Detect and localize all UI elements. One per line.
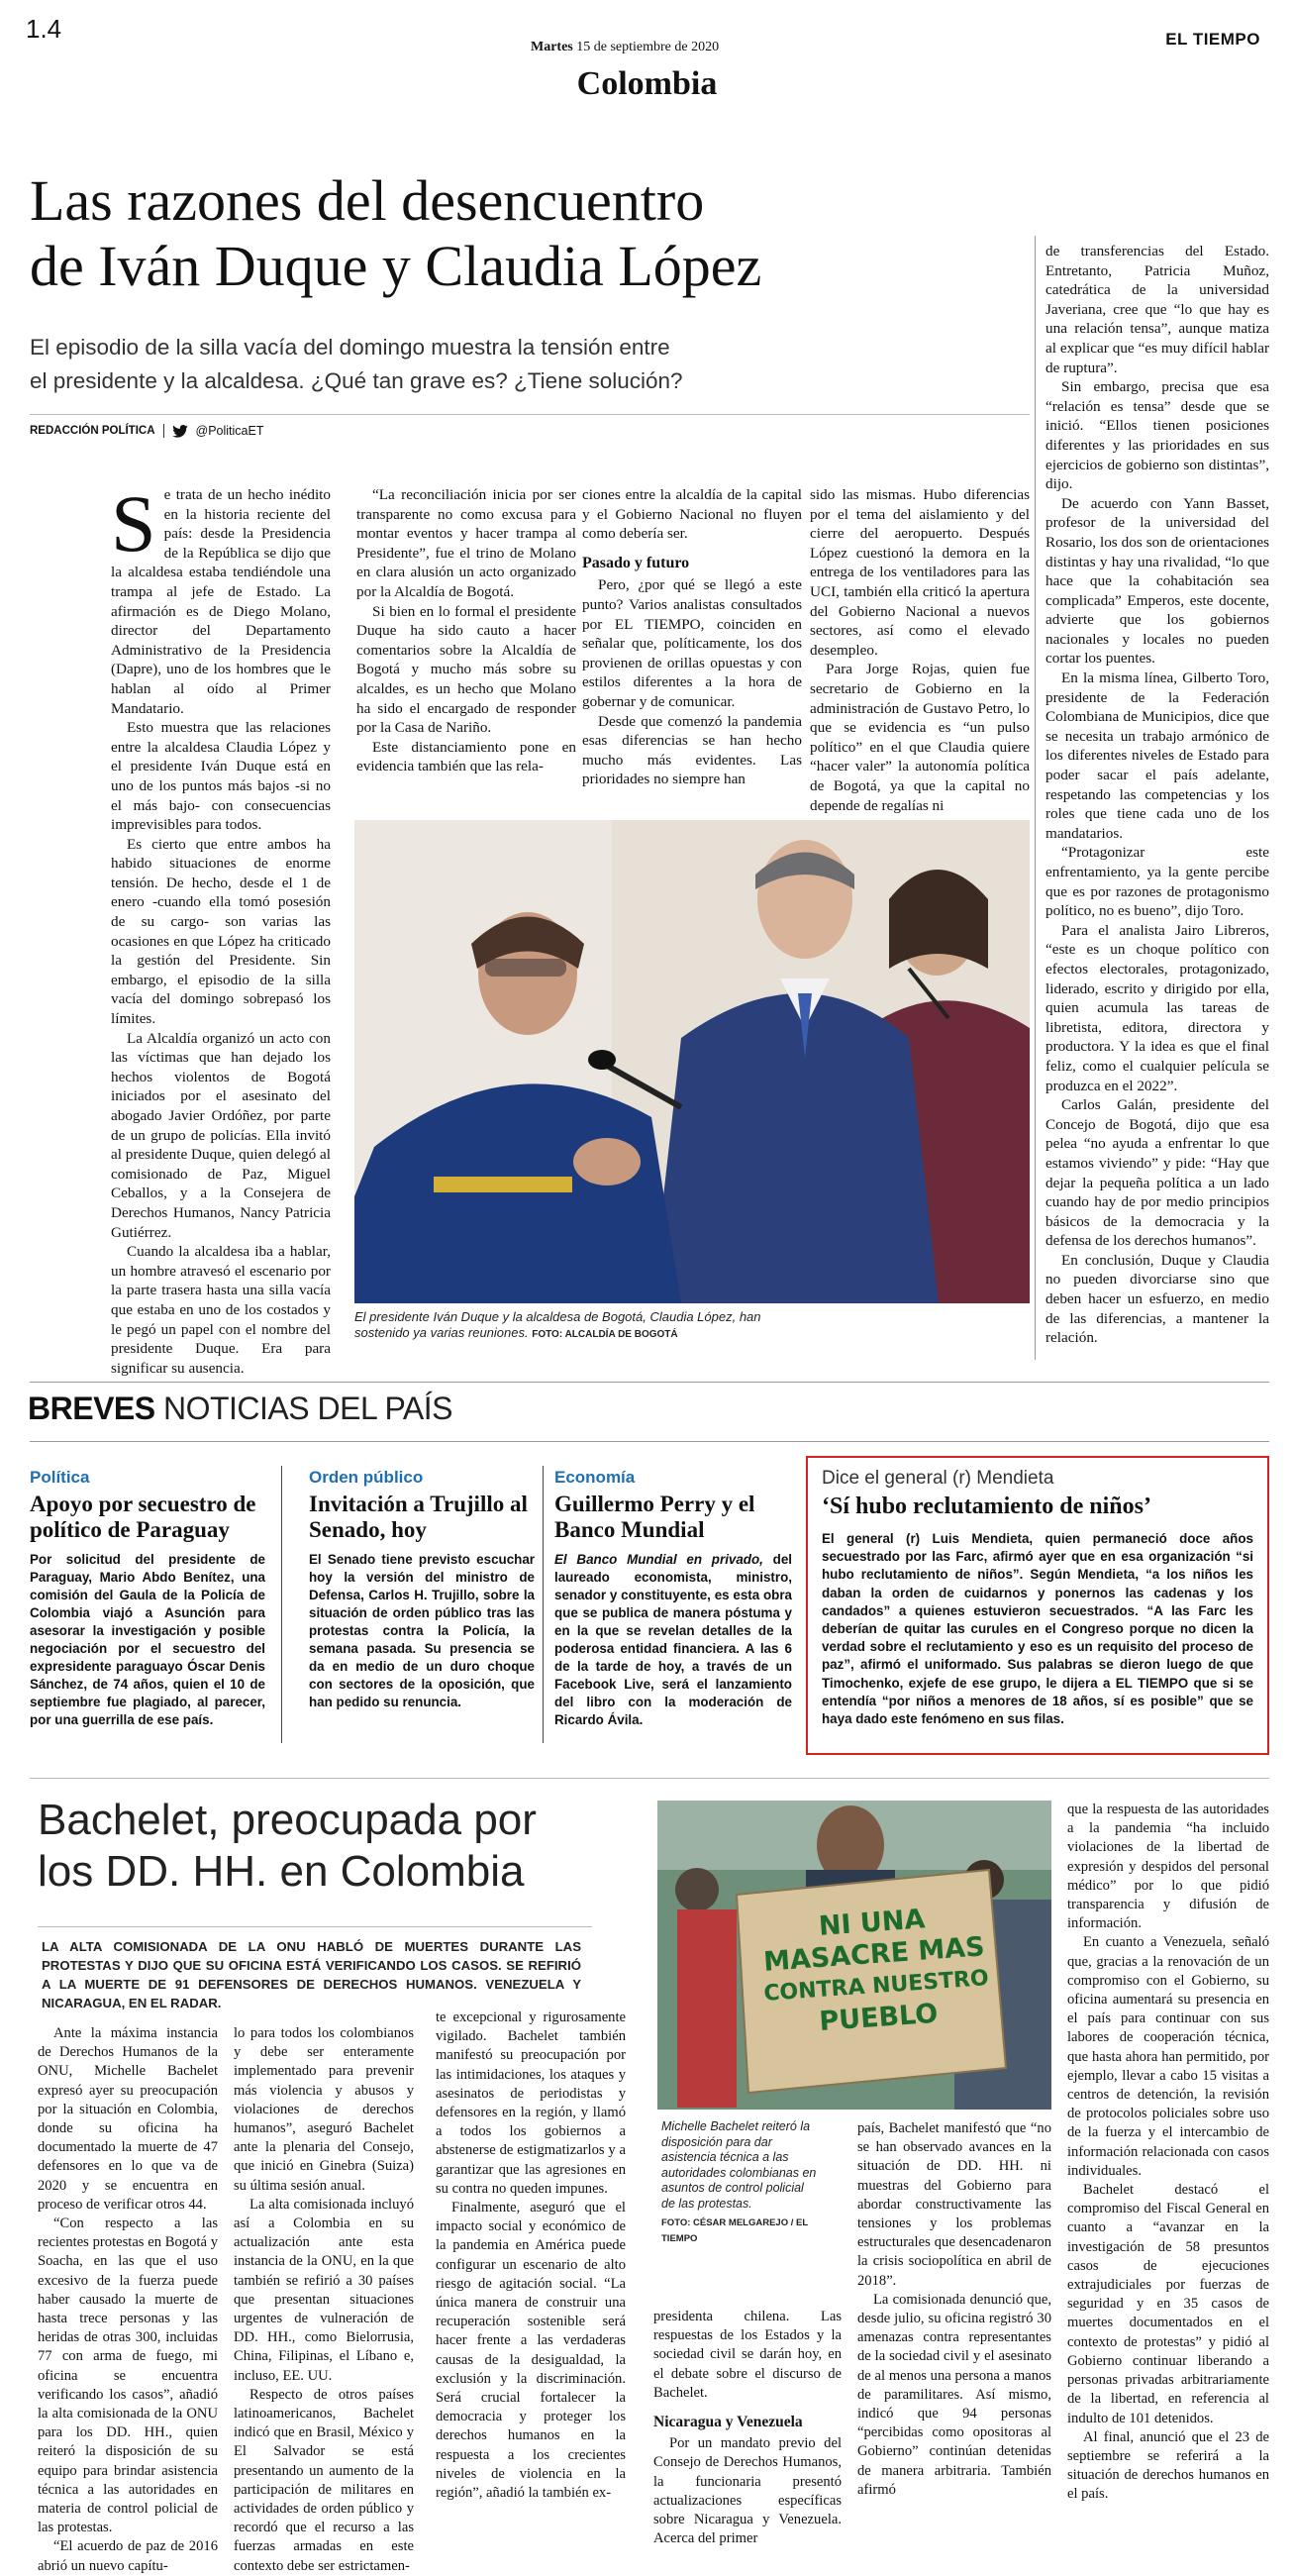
article-paragraph: La Alcaldía organizó un acto con las víctimas que han dejado los hechos violentos de Bogotá iniciados por el asesinato del abogado Javier Ordóñez, por parte de un grupo de policías. Ella invitó al presidente Duque, quien delegó al comisionado de Paz, Miguel Ceballos, y a la Consejera de Derechos Humanos, Nancy Patricia Gutiérrez. bbox=[111, 1029, 331, 1241]
article-col-4 bbox=[810, 485, 1030, 814]
breves-title-light: NOTICIAS DEL PAÍS bbox=[162, 1391, 452, 1426]
byline bbox=[30, 424, 263, 438]
second-col-5 bbox=[857, 2119, 1051, 2553]
photo-credit: FOTO: ALCALDÍA DE BOGOTÁ bbox=[532, 1329, 678, 1340]
article-col-1 bbox=[111, 478, 331, 1377]
article-paragraph: Desde que comenzó la pandemia esas diferencias se han hecho mucho más evidentes. Las prioridades no siempre han bbox=[582, 712, 802, 788]
column-rule bbox=[1035, 236, 1036, 1360]
breve-body: Por solicitud del presidente de Paraguay, Mario Abdo Benítez, una comisión del Gaula de la Policía de Colombia viajó a Asunción para asesorar la investigación y posible negociación por el secuestro del expresidente paraguayo Óscar Denis Sánchez, de 74 años, quien el 10 de septiembre fue plagiado, al parecer, por una guerrilla de ese país. bbox=[30, 1552, 265, 1727]
sign-line: MASACRE MAS bbox=[762, 1931, 986, 1978]
second-col-3 bbox=[436, 2009, 626, 2551]
section-divider bbox=[30, 1778, 1269, 1779]
featured-kicker: Dice el general (r) Mendieta bbox=[822, 1468, 1054, 1489]
second-col-6 bbox=[1067, 1801, 1269, 2553]
article-col-3 bbox=[582, 485, 802, 788]
article-subhead: Nicaragua y Venezuela bbox=[653, 2414, 803, 2431]
article-paragraph: “El acuerdo de paz de 2016 abrió un nuevo capítu- bbox=[38, 2538, 218, 2574]
second-col-4 bbox=[653, 2308, 842, 2553]
twitter-handle: @PoliticaET bbox=[195, 424, 264, 438]
article-paragraph: Ante la máxima instancia de Derechos Humanos de la ONU, Michelle Bachelet expresó ayer su preocupación por la situación en Colombia, donde su oficina ha documentado la muerte de 47 defensores en lo que va de 2020 y se encuentra en proceso de verificar otros 44. bbox=[38, 2025, 218, 2213]
article-paragraph: Al final, anunció que el 23 de septiembre se referirá a la situación de derechos humanos en el país. bbox=[1067, 2428, 1269, 2503]
main-subtitle-line1: El episodio de la silla vacía del domingo muestra la tensión entre bbox=[30, 335, 670, 360]
photo-illustration bbox=[354, 820, 1030, 1303]
main-subtitle-line2: el presidente y la alcaldesa. ¿Qué tan grave es? ¿Tiene solución? bbox=[30, 368, 683, 393]
featured-body: El general (r) Luis Mendieta, quien permaneció doce años secuestrado por las Farc, afirmó ayer que en esa organización “si hubo reclutamiento de niños”. Según Mendieta, “a los niños les daban la orden de cuidarnos y ponernos las cadenas y los candados” a quienes estuvieron secuestrados. “A las Farc les deberían de quitar las curules en el Congreso porque no dicen la verdad sobre el reclutamiento y eso es un requisito del proceso de paz”, afirmó el uniformado. Sus palabras se dieron luego de que Timochenko, exjefe de ese grupo, le dijera a EL TIEMPO que si se entendía “por niños a menores de 18 años, sí es posible” que se haya dado este fenómeno en sus filas. bbox=[822, 1531, 1253, 1727]
breve-body: El Senado tiene previsto escuchar hoy la versión del ministro de Defensa, Carlos H. Trujillo, sobre la situación de orden público tras las protestas contra la Policía, la semana pasada. Su presencia se da en medio de un duro choque con sectores de la oposición, que han pedido su renuncia. bbox=[309, 1552, 535, 1709]
sign-line: PUEBLO bbox=[818, 1998, 940, 2038]
article-paragraph: Bachelet destacó el compromiso del Fiscal General en cuanto a “avanzar en la investigación de 58 presuntos casos de ejecuciones extrajudiciales por fuerzas de seguridad y en 35 casos de muertes documentados en el contexto de protestas” y pidió al Gobierno continuar liberando a personas privadas arbitrariamente de la libertad, en referencia al indulto de 101 detenidos. bbox=[1067, 2182, 1269, 2426]
caption-text: El presidente Iván Duque y la alcaldesa de Bogotá, Claudia López, han sostenido ya varias reuniones. bbox=[354, 1309, 761, 1340]
article-paragraph: Carlos Galán, presidente del Concejo de Bogotá, dijo que esa pelea “no ayuda a enfrentar lo que estamos viviendo” y pide: “Hay que dejar la pequeña política a un lado cuando hay de por medio principios básicos de la democracia y la defensa de los derechos humanos”. bbox=[1045, 1096, 1269, 1250]
main-subtitle bbox=[30, 331, 683, 398]
date-weekday: Martes bbox=[531, 40, 573, 54]
featured-breve bbox=[806, 1456, 1269, 1755]
byline-divider bbox=[30, 414, 1030, 415]
breve-category: Economía bbox=[554, 1468, 636, 1487]
article-paragraph: En la misma línea, Gilberto Toro, presidente de la Federación Colombiana de Municipios, dice que se necesita un trabajo armónico de los diferentes niveles de Estado para poder sacar el país adelante, respetando las competencias y los roles que tiene cada uno de los mandatarios. bbox=[1045, 670, 1269, 842]
article-paragraph: Si bien en lo formal el presidente Duque ha sido cauto a hacer comentarios sobre la Alcaldía de Bogotá y mucho más sobre su alcaldes, es un hecho que Molano ha sido el encargado de responder por la Casa de Nariño. bbox=[356, 602, 576, 737]
article-col-2 bbox=[356, 485, 576, 773]
breves-title-bold: BREVES bbox=[28, 1391, 155, 1426]
breve-item bbox=[554, 1468, 792, 1729]
article-paragraph: presidenta chilena. Las respuestas de los Estados y la sociedad civil se darán hoy, en el debate sobre el discurso de Bachelet. bbox=[653, 2309, 842, 2401]
article-paragraph: Para el analista Jairo Libreros, “este es un choque político con efectos electorales, protagonizado, liderado, escrito y dirigido por ella, quien acumula las tareas de libretista, editora, directora y productora. Y la idea es que el final feliz, como el cualquier película se produzca en el 2022”. bbox=[1045, 921, 1269, 1094]
lead-rule bbox=[38, 1926, 592, 1927]
article-paragraph: “La reconciliación inicia por ser transparente no como excusa para montar eventos y hacer trampa al Presidente”, fue el trino de Molano en clara alusión un acto organizado por la Alcaldía de Bogotá. bbox=[356, 486, 576, 600]
breve-category: Política bbox=[30, 1468, 90, 1487]
article-paragraph: Cuando la alcaldesa iba a hablar, un hombre atravesó el escenario por la parte trasera hasta una silla vacía que estaba en uno de los costados y le pegó un papel con el nombre del presidente Duque. Era para significar su ausencia. bbox=[111, 1243, 331, 1377]
second-col-2 bbox=[234, 2024, 414, 2574]
sign-line: NI UNA bbox=[817, 1904, 927, 1942]
caption-text: Michelle Bachelet reiteró la disposición para dar asistencia técnica a las autoridades colombianas en asuntos de control policial de las protestas. bbox=[661, 2119, 817, 2211]
article-paragraph: Finalmente, aseguró que el impacto social y económico de la pandemia en América puede configurar un escenario de alto riesgo de agitación social. “La única manera de construir una recuperación sostenible será hacer frente a las verdaderas causas de la desigualdad, la exclusión y la discriminación. Será crucial fortalecer la democracia y proteger los derechos humanos en la respuesta a los crecientes niveles de violencia en la región”, añadió la también ex- bbox=[436, 2200, 626, 2502]
article-paragraph: de transferencias del Estado. Entretanto, Patricia Muñoz, catedrática de la universidad Javeriana, cree que “lo que hay es una relación tensa”, aunque matiza al explicar que “es muy difícil hablar de ruptura”. bbox=[1045, 243, 1269, 376]
article-paragraph: e trata de un hecho inédito en la historia reciente del país: desde la Presidencia de la República se dijo que la alcaldesa estaba tendiéndole una trampa al jefe de Estado. La afirmación es de Diego Molano, director del Departamento Administrativo de la Presidencia (Dapre), uno de los hombres que le hablan al oído al Primer Mandatario. bbox=[111, 486, 331, 717]
article-paragraph: “Con respecto a las recientes protestas en Bogotá y Soacha, en las que el uso excesivo de la fuerza puede haber causado la muerte de hasta trece personas y las heridas de otras 300, incluidas 77 con arma de fuego, mi oficina se encuentra verificando los casos”, añadió la alta comisionada de la ONU para los DD. HH., quien reiteró la disposición de su equipo para brindar asistencia técnica a las autoridades en materia de control policial de las protestas. bbox=[38, 2215, 218, 2536]
breve-body-text: del laureado economista, ministro, senador y constituyente, es esta obra que se publica de manera póstuma y en la que se revelan detalles de la poderosa entidad financiera. A las 6 de la tarde de hoy, a través de un Facebook Live, será el lanzamiento del libro con la moderación de Ricardo Ávila. bbox=[554, 1552, 792, 1727]
article-paragraph: Para Jorge Rojas, quien fue secretario de Gobierno en la administración de Gustavo Petro, lo que se evidencia es “un pulso político” en el que Claudia quiere “hacer valer” la autonomía política de Bogotá, ya que la capital no depende de regalías ni bbox=[810, 661, 1030, 814]
breve-divider bbox=[281, 1466, 282, 1743]
breve-book-title: El Banco Mundial en privado, bbox=[554, 1552, 763, 1567]
page-date bbox=[531, 40, 719, 55]
second-headline-line1: Bachelet, preocupada por bbox=[38, 1796, 537, 1844]
article-subhead: Pasado y futuro bbox=[582, 554, 690, 571]
breve-divider bbox=[543, 1466, 544, 1743]
photo-credit: FOTO: CÉSAR MELGAREJO / EL TIEMPO bbox=[661, 2217, 808, 2244]
breve-item bbox=[30, 1468, 265, 1729]
breve-body bbox=[554, 1551, 792, 1729]
article-paragraph: Es cierto que entre ambos ha habido situaciones de enorme tensión. De hecho, desde el 1 de enero -cuando ella tomó posesión de su cargo- son varias las ocasiones en que López ha criticado la gestión del Presidente. Sin embargo, el episodio de la silla vacía del domingo sobrepasó los límites. bbox=[111, 835, 331, 1028]
article-paragraph: De acuerdo con Yann Basset, profesor de la universidad del Rosario, los dos son de orientaciones distintas y hay una rivalidad, “lo que hace que la cohabitación sea complicada” Emperos, este docente, advierte que los gobiernos nacionales y locales no pueden cortar los puentes. bbox=[1045, 494, 1269, 668]
second-col-1 bbox=[38, 2024, 218, 2574]
article-paragraph: En cuanto a Venezuela, señaló que, gracias a la renovación de un compromiso con el Gobierno, su oficina aumentará su presencia en el país para continuar con sus labores de cooperación técnica, que hasta ahora han permitido, por ejemplo, llevar a cabo 15 visitas a centros de detención, la revisión de protocolos policiales sobre uso de la fuerza y el intercambio de información relacionada con casos individuales. bbox=[1067, 1934, 1269, 2179]
breves-bottom-rule bbox=[30, 1441, 1269, 1442]
article-paragraph: En conclusión, Duque y Claudia no pueden divorciarse sino que deben hacer un esfuerzo, en medio de las diferencias, a mantener la relación. bbox=[1045, 1251, 1269, 1347]
article-paragraph: La alta comisionada incluyó así a Colombia en su actualización ante esta instancia de la ONU, en la que también se refirió a 30 países que presentan situaciones urgentes de vulneración de DD. HH., como Bielorrusia, China, Filipinas, el Líbano e, incluso, EE. UU. bbox=[234, 2196, 414, 2384]
main-headline bbox=[30, 168, 761, 299]
second-headline bbox=[38, 1795, 537, 1898]
article-paragraph: Respecto de otros países latinoamericanos, Bachelet indicó que en Brasil, México y El Salvador se está presentando un aumento de la participación de militares en actividades de orden público y recordó que el recurso a las fuerzas armadas en este contexto debe ser estrictamen- bbox=[234, 2386, 414, 2574]
protest-photo-caption bbox=[661, 2119, 820, 2246]
newspaper-logo: EL TIEMPO bbox=[1165, 30, 1260, 49]
main-photo-caption bbox=[354, 1309, 770, 1343]
article-paragraph: Pero, ¿por qué se llegó a este punto? Varios analistas consultados por EL TIEMPO, coinciden en señalar que, políticamente, los dos provienen de orillas opuestas y con estilos diferentes a la hora de gobernar y de comunicar. bbox=[582, 576, 802, 710]
page-number: 1.4 bbox=[26, 14, 62, 44]
article-paragraph: Sin embargo, precisa que esa “relación es tensa” desde que se inició. “Ellos tienen posiciones diferentes y las prioridades en sus ejercicios de gobierno son distintas”, dijo. bbox=[1045, 378, 1269, 493]
second-lead: LA ALTA COMISIONADA DE LA ONU HABLÓ DE MUERTES DURANTE LAS PROTESTAS Y DIJO QUE SU OFICINA ESTÁ VERIFICANDO LOS CASOS. SE REFIRIÓ A LA MUERTE DE 91 DEFENSORES DE DERECHOS HUMANOS. VENEZUELA Y NICARAGUA, EN EL RADAR. bbox=[42, 1939, 581, 2010]
article-paragraph: Este distanciamiento pone en evidencia también que las rela- bbox=[356, 738, 576, 775]
breves-top-rule bbox=[30, 1382, 1269, 1383]
date-rest: 15 de septiembre de 2020 bbox=[572, 40, 720, 54]
featured-title: ‘Sí hubo reclutamiento de niños’ bbox=[822, 1494, 1151, 1519]
article-paragraph: que la respuesta de las autoridades a la pandemia “ha incluido violaciones de la libertad de expresión y despidos del personal médico” por lo que pidió transparencia y difusión de información. bbox=[1067, 1802, 1269, 1932]
article-paragraph: ciones entre la alcaldía de la capital y el Gobierno Nacional no fluyen como debería ser. bbox=[582, 486, 802, 543]
breve-title: Apoyo por secuestro de político de Paraguay bbox=[30, 1492, 256, 1542]
breves-header bbox=[28, 1391, 452, 1427]
article-paragraph: Esto muestra que las relaciones entre la alcaldesa Claudia López y el presidente Iván Duque está en uno de los puntos más bajos -si no el más bajo- con consecuencias imprevisibles para todos. bbox=[111, 719, 331, 834]
sign-line: CONTRA NUESTRO bbox=[762, 1966, 990, 2007]
protest-sign-text bbox=[752, 1900, 998, 2042]
article-paragraph: país, Bachelet manifestó que “no se han observado avances en la situación de DD. HH. ni muestras del Gobierno para abordar constructivamente las tensiones y los problemas estructurales que desencadenaron la crisis sociopolítica en abril de 2018”. bbox=[857, 2120, 1051, 2289]
main-headline-line2: de Iván Duque y Claudia López bbox=[30, 234, 762, 298]
article-paragraph: “Protagonizar este enfrentamiento, ya la gente percibe que es por razones de protagonismo político, no es bueno”, dijo Toro. bbox=[1045, 844, 1269, 920]
article-paragraph: lo para todos los colombianos y debe ser enteramente implementado para prevenir más violencia y abusos y violaciones de derechos humanos”, aseguró Bachelet ante la plenaria del Consejo, que inició en Ginebra (Suiza) su última sesión anual. bbox=[234, 2025, 414, 2194]
second-headline-line2: los DD. HH. en Colombia bbox=[38, 1847, 525, 1896]
main-headline-line1: Las razones del desencuentro bbox=[30, 168, 705, 233]
breve-item bbox=[309, 1468, 535, 1711]
article-paragraph: Por un mandato previo del Consejo de Derechos Humanos, la funcionaria presentó actualizaciones específicas sobre Nicaragua y Venezuela. Acerca del primer bbox=[653, 2435, 842, 2547]
article-paragraph: sido las mismas. Hubo diferencias por el tema del aislamiento y del cierre del aeropuerto. Después López cuestionó la demora en la entrega de los ventiladores para las UCI, también ella criticó la apertura del Gobierno Nacional a nuevos sectores, así como el elevado desempleo. bbox=[810, 486, 1030, 659]
article-paragraph: te excepcional y rigurosamente vigilado. Bachelet también manifestó su preocupación por las intimidaciones, los ataques y asesinatos de periodistas y defensores en la región, y llamó a todos los gobiernos a abstenerse de estigmatizarlos y a garantizar que las agresiones en su contra no queden impunes. bbox=[436, 2009, 626, 2197]
main-photo bbox=[354, 820, 1030, 1303]
article-col-5 bbox=[1045, 242, 1269, 1356]
breve-title: Invitación a Trujillo al Senado, hoy bbox=[309, 1492, 528, 1542]
drop-cap: S bbox=[111, 478, 156, 568]
byline-author: REDACCIÓN POLÍTICA bbox=[30, 425, 155, 437]
twitter-icon bbox=[172, 425, 188, 438]
breve-title: Guillermo Perry y el Banco Mundial bbox=[554, 1492, 755, 1542]
article-paragraph: La comisionada denunció que, desde julio, su oficina registró 30 amenazas contra representantes de la sociedad civil y el asesinato de al menos una persona a manos de paramilitares. Así mismo, indicó que 94 personas “percibidas como opositoras al Gobierno” continúan detenidas de manera arbitraria. También afirmó bbox=[857, 2291, 1051, 2498]
breve-category: Orden público bbox=[309, 1468, 424, 1487]
section-title: Colombia bbox=[576, 65, 718, 102]
protest-photo bbox=[657, 1801, 1051, 2110]
